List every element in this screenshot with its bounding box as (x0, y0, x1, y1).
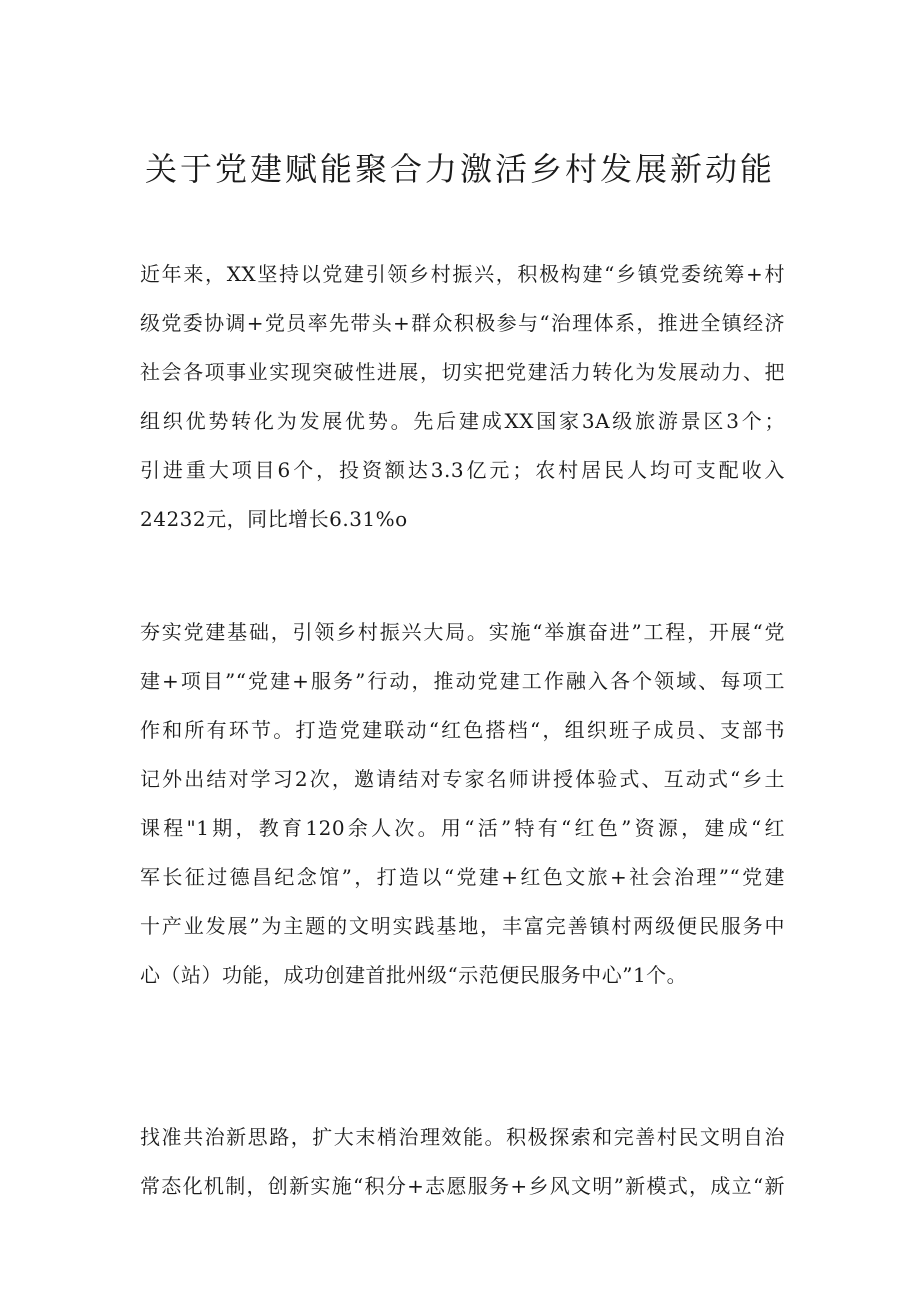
paragraph-line: 组织优势转化为发展优势。先后建成XX国家3A级旅游景区3个； (140, 409, 785, 433)
paragraph-line: 心（站）功能，成功创建首批州级“示范便民服务中心”1个。 (140, 963, 688, 987)
paragraph-1 (140, 250, 785, 544)
paragraph-3 (140, 1113, 785, 1211)
paragraph-line: 找准共治新思路，扩大末梢治理效能。积极探索和完善村民文明自治 (140, 1125, 785, 1149)
paragraph-line: 军长征过德昌纪念馆”，打造以“党建+红色文旅+社会治理”“党建 (140, 865, 785, 889)
paragraph-line: 十产业发展”为主题的文明实践基地，丰富完善镇村两级便民服务中 (140, 914, 785, 938)
document-title: 关于党建赋能聚合力激活乡村发展新动能 (144, 150, 775, 188)
paragraph-2 (140, 608, 785, 1000)
paragraph-line: 社会各项事业实现突破性进展，切实把党建活力转化为发展动力、把 (140, 360, 785, 384)
paragraph-line: 级党委协调+党员率先带头+群众积极参与“治理体系，推进全镇经济 (140, 311, 785, 335)
paragraph-line: 作和所有环节。打造党建联动“红色搭档“，组织班子成员、支部书 (140, 718, 785, 742)
paragraph-line: 建+项目”“党建+服务”行动，推动党建工作融入各个领域、每项工 (140, 669, 785, 693)
paragraph-line: 课程"1期，教育120余人次。用“活”特有“红色”资源，建成“红 (140, 816, 785, 840)
paragraph-line: 24232元，同比增长6.31%o (140, 507, 408, 531)
paragraph-line: 引进重大项目6个，投资额达3.3亿元；农村居民人均可支配收入 (140, 458, 785, 482)
paragraph-line: 常态化机制，创新实施“积分+志愿服务+乡风文明”新模式，成立“新 (140, 1174, 785, 1198)
paragraph-line: 近年来，XX坚持以党建引领乡村振兴，积极构建“乡镇党委统筹+村 (140, 262, 785, 286)
paragraph-line: 记外出结对学习2次，邀请结对专家名师讲授体验式、互动式“乡土 (140, 767, 785, 791)
paragraph-line: 夯实党建基础，引领乡村振兴大局。实施“举旗奋进”工程，开展“党 (140, 620, 785, 644)
